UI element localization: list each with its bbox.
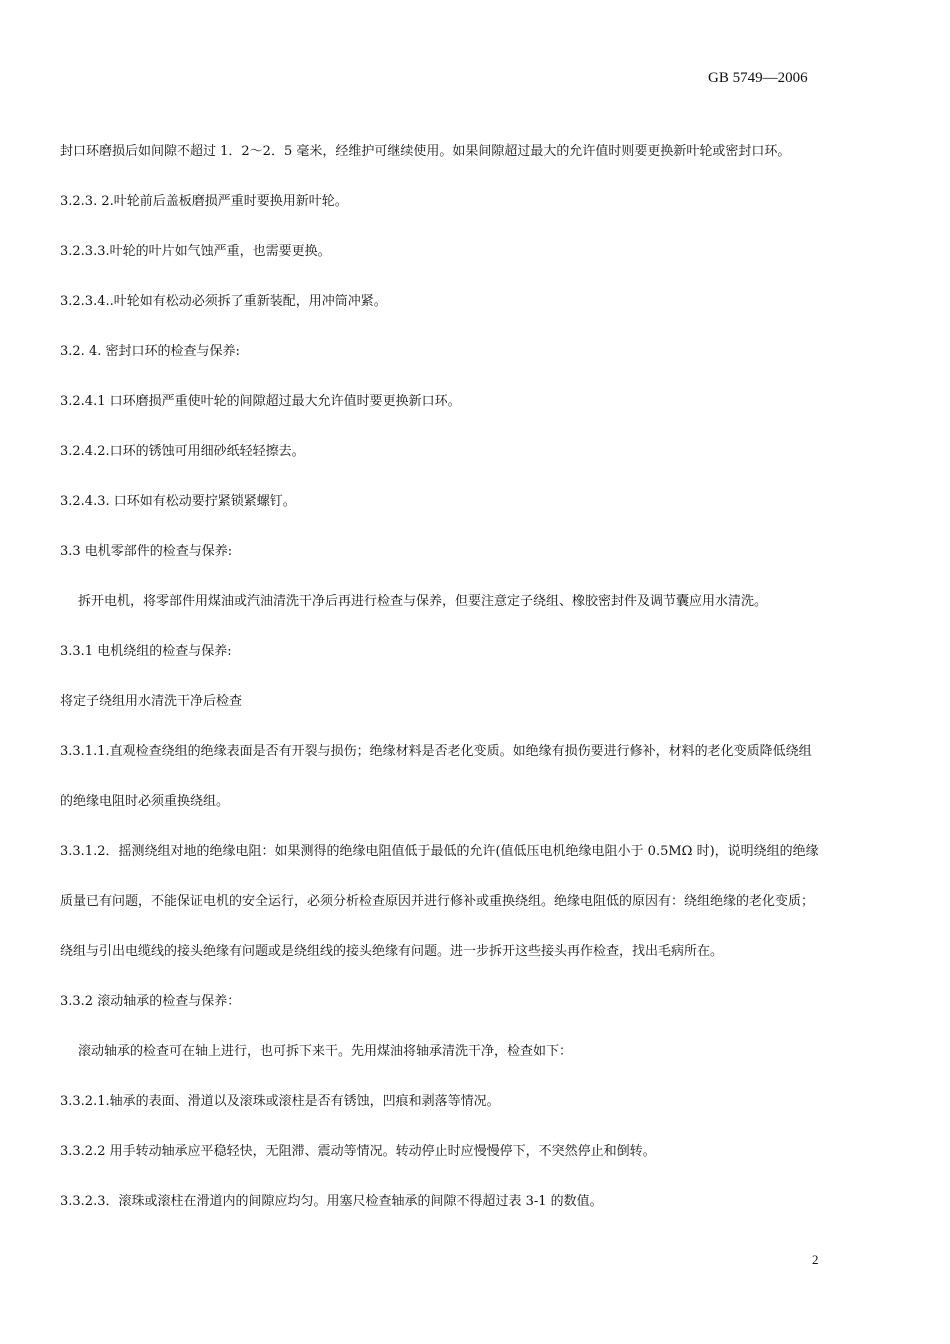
section-3-2-4-3: 3.2.4.3. 口环如有松动要拧紧锁紧螺钉。 xyxy=(60,494,296,509)
section-3-3-2-3: 3.3.2.3．滚珠或滚柱在滑道内的间隙应均匀。用塞尺检查轴承的间隙不得超过表 3-1 的数值。 xyxy=(60,1194,603,1209)
paragraph-bearing-check: 滚动轴承的检查可在轴上进行，也可拆下来干。先用煤油将轴承清洗干净，检查如下： xyxy=(78,1044,573,1059)
section-3-3-2-2: 3.3.2.2 用手转动轴承应平稳轻快，无阻滞、震动等情况。转动停止时应慢慢停下，不突然停止和倒转。 xyxy=(60,1144,656,1159)
document-code: GB 5749—2006 xyxy=(708,70,808,86)
section-3-2-3-3: 3.2.3.3.叶轮的叶片如气蚀严重，也需要更换。 xyxy=(60,244,331,259)
section-3-3-2-heading: 3.3.2 滚动轴承的检查与保养： xyxy=(60,994,241,1009)
section-3-2-4-1: 3.2.4.1 口环磨损严重使叶轮的间隙超过最大允许值时要更换新口环。 xyxy=(60,394,461,409)
section-3-3-heading: 3.3 电机零部件的检查与保养: xyxy=(60,544,233,559)
section-3-2-4-2: 3.2.4.2.口环的锈蚀可用细砂纸轻轻擦去。 xyxy=(60,444,305,459)
section-3-3-1-2-cont-2: 绕组与引出电缆线的接头绝缘有问题或是绕组线的接头绝缘有问题。进一步拆开这些接头再作检查，找出毛病所在。 xyxy=(60,944,724,959)
paragraph-motor-disassembly: 拆开电机，将零部件用煤油或汽油清洗干净后再进行检查与保养，但要注意定子绕组、橡胶密封件及调节囊应用水清洗。 xyxy=(78,594,768,609)
paragraph-winding-clean: 将定子绕组用水清洗干净后检查 xyxy=(60,694,243,709)
section-3-3-1-1: 3.3.1.1.直观检查绕组的绝缘表面是否有开裂与损伤；绝缘材料是否老化变质。如绝缘有损伤要进行修补，材料的老化变质降低绕组 xyxy=(60,744,812,759)
section-3-3-1-1-cont: 的绝缘电阻时必须重换绕组。 xyxy=(60,794,230,809)
section-3-3-1-2: 3.3.1.2．摇测绕组对地的绝缘电阻：如果测得的绝缘电阻值低于最低的允许(值低压电机绝缘电阻小于 0.5MΩ 时)，说明绕组的绝缘 xyxy=(60,844,819,859)
text-line: 封口环磨损后如间隙不超过 1．2～2．5 毫米，经维护可继续使用。如果间隙超过最大的允许值时则要更换新叶轮或密封口环。 xyxy=(60,144,791,159)
section-3-2-4-heading: 3.2. 4. 密封口环的检查与保养: xyxy=(60,344,240,359)
page-number: 2 xyxy=(812,1252,819,1267)
section-3-2-3-2: 3.2.3. 2.叶轮前后盖板磨损严重时要换用新叶轮。 xyxy=(60,194,348,209)
section-3-3-2-1: 3.3.2.1.轴承的表面、滑道以及滚珠或滚柱是否有锈蚀，凹痕和剥落等情况。 xyxy=(60,1094,500,1109)
section-3-3-1-heading: 3.3.1 电机绕组的检查与保养: xyxy=(60,644,232,659)
section-3-2-3-4: 3.2.3.4..叶轮如有松动必须拆了重新装配，用冲筒冲紧。 xyxy=(60,294,387,309)
section-3-3-1-2-cont-1: 质量已有问题，不能保证电机的安全运行，必须分析检查原因并进行修补或重换绕组。绝缘电阻低的原因有：绕组绝缘的老化变质； xyxy=(60,894,815,909)
